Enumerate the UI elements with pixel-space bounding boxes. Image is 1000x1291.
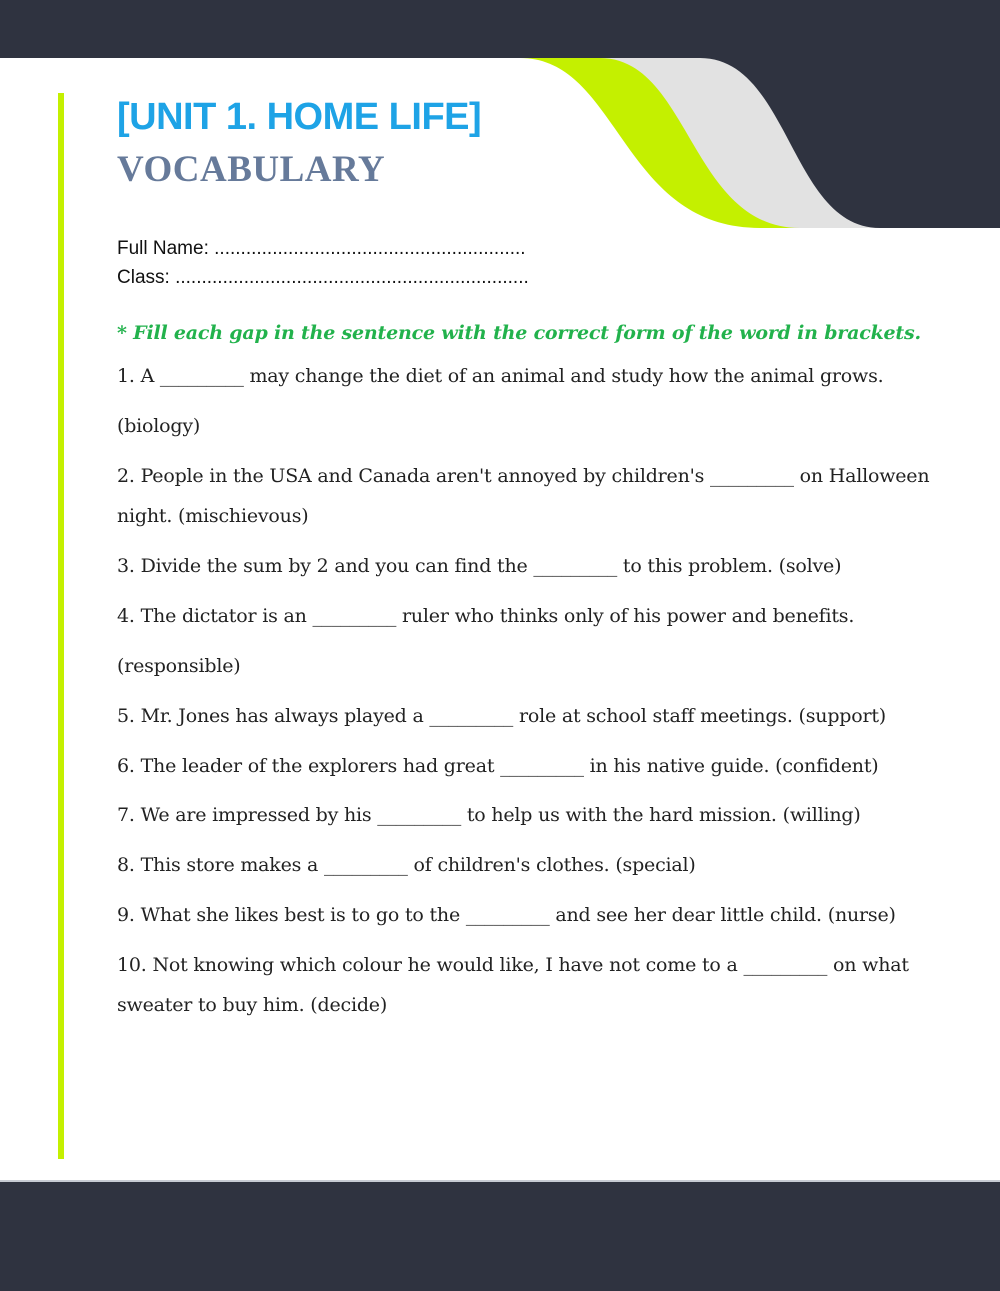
question-line: 10. Not knowing which colour he would like, I have not come to a _________ on what <box>117 954 909 976</box>
class-line[interactable] <box>117 267 529 289</box>
question-10 <box>117 945 947 1025</box>
question-line: 3. Divide the sum by 2 and you can find the _________ to this problem. (solve) <box>117 555 842 577</box>
question-line: 5. Mr. Jones has always played a _________ role at school staff meetings. (support) <box>117 705 887 727</box>
question-4 <box>117 596 947 686</box>
question-6 <box>117 746 947 786</box>
question-9 <box>117 895 947 935</box>
question-1 <box>117 356 947 446</box>
question-line: (responsible) <box>117 655 241 677</box>
question-line: sweater to buy him. (decide) <box>117 994 388 1016</box>
unit-title: [UNIT 1. HOME LIFE] <box>117 96 482 138</box>
question-8 <box>117 845 947 885</box>
full-name-line[interactable] <box>117 238 526 260</box>
question-2 <box>117 456 947 536</box>
question-5 <box>117 696 947 736</box>
class-label: Class: <box>117 267 170 288</box>
question-line: 2. People in the USA and Canada aren't annoyed by children's _________ on Halloween <box>117 465 930 487</box>
question-line: 7. We are impressed by his _________ to help us with the hard mission. (willing) <box>117 804 861 826</box>
page-subtitle: VOCABULARY <box>117 149 386 190</box>
question-line: 8. This store makes a _________ of children's clothes. (special) <box>117 854 696 876</box>
instruction-text: * Fill each gap in the sentence with the correct form of the word in brackets. <box>117 322 921 344</box>
question-line: 6. The leader of the explorers had great _________ in his native guide. (confident) <box>117 755 879 777</box>
question-line: night. (mischievous) <box>117 505 309 527</box>
full-name-label: Full Name: <box>117 238 209 259</box>
question-line: 4. The dictator is an _________ ruler who thinks only of his power and benefits. <box>117 605 855 627</box>
class-dots: ................................................................... <box>175 267 529 288</box>
question-line: 1. A _________ may change the diet of an animal and study how the animal grows. <box>117 365 884 387</box>
question-3 <box>117 546 947 586</box>
full-name-dots: ........................................................... <box>214 238 526 259</box>
accent-line <box>58 93 64 1159</box>
question-line: 9. What she likes best is to go to the _________ and see her dear little child. (nurse) <box>117 904 896 926</box>
question-7 <box>117 795 947 835</box>
footer-band <box>0 1180 1000 1291</box>
question-line: (biology) <box>117 415 201 437</box>
